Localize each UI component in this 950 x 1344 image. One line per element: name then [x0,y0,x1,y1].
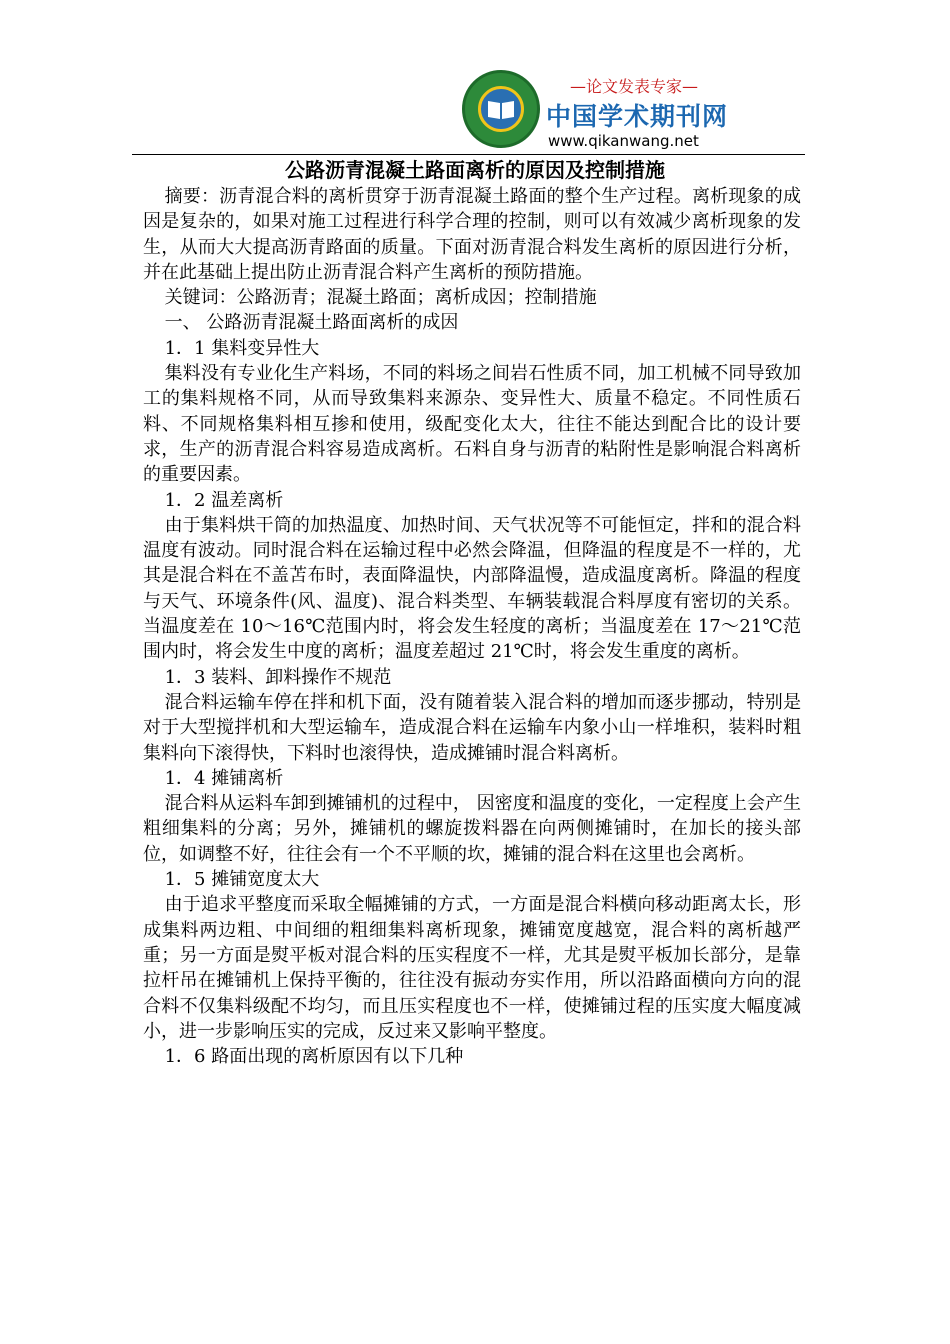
document-title: 公路沥青混凝土路面离析的原因及控制措施 [285,158,665,182]
subsection-heading: 1．1 集料变异性大 [164,337,320,359]
abstract-paragraph: 摘要：沥青混合料的离析贯穿于沥青混凝土路面的整个生产过程。离析现象的成因是复杂的，如果对施工过程进行科学合理的控制，则可以有效减少离析现象的发生，从而大大提高沥青路面的质量。下面对沥青混合料发生离析的原因进行分析，并在此基础上提出防止沥青混合料产生离析的预防措施。 [143,186,801,283]
subsection-heading: 1．5 摊铺宽度太大 [164,869,320,891]
subsection-heading: 1．6 路面出现的离析原因有以下几种 [164,1046,464,1068]
body-paragraph: 混合料从运料车卸到摊铺机的过程中， 因密度和温度的变化，一定程度上会产生粗细集料的分离；另外，摊铺机的螺旋拨料器在向两侧摊铺时，在加长的接头部位，如调整不好，往往会有一个不平顺的坎，摊铺的混合料在这里也会离析。 [143,793,801,865]
document-body [143,184,801,1069]
body-paragraph: 混合料运输车停在拌和机下面，没有随着装入混合料的增加而逐步挪动，特别是对于大型搅拌机和大型运输车，造成混合料在运输车内象小山一样堆积，装料时粗集料向下滚得快，下料时也滚得快，造成摊铺时混合料离析。 [143,691,801,764]
body-paragraph: 集料没有专业化生产料场，不同的料场之间岩石性质不同，加工机械不同导致加工的集料规格不同，从而导致集料来源杂、变异性大、质量不稳定。不同性质石料、不同规格集料相互掺和使用，级配变化太大，往往不能达到配合比的设计要求，生产的沥青混合料容易造成离析。石料自身与沥青的粘附性是影响混合料离析的重要因素。 [143,363,801,486]
header-divider [132,154,805,155]
body-paragraph: 由于集料烘干筒的加热温度、加热时间、天气状况等不可能恒定，拌和的混合料温度有波动。同时混合料在运输过程中必然会降温，但降温的程度是不一样的，尤其是混合料在不盖苫布时，表面降温快，内部降温慢，造成温度离析。降温的程度与天气、环境条件(风、温度)、混合料类型、车辆装载混合料厚度有密切的关系。当温度差在 10～16℃范围内时，将会发生轻度的离析；当温度差在 17～21℃范围内时，将会发生中度的离析；温度差超过 21℃时，将会发生重度的离析。 [143,514,801,663]
section-heading: 一、 公路沥青混凝土路面离析的成因 [164,312,459,334]
book-icon [486,97,516,121]
publisher-logo [462,70,729,155]
logo-url: www.qikanwang.net [548,132,699,150]
keywords-line: 关键词：公路沥青；混凝土路面；离析成因；控制措施 [164,287,597,309]
subsection-heading: 1．3 装料、卸料操作不规范 [164,666,392,688]
subsection-heading: 1．2 温差离析 [164,489,284,511]
logo-name: 中国学术期刊网 [546,102,729,131]
subsection-heading: 1．4 摊铺离析 [164,767,284,789]
body-paragraph: 由于追求平整度而采取全幅摊铺的方式，一方面是混合料横向移动距离太长，形成集料两边粗、中间细的粗细集料离析现象，摊铺宽度越宽，混合料的离析越严重；另一方面是熨平板对混合料的压实程度不一样，尤其是熨平板加长部分，是靠拉杆吊在摊铺机上保持平衡的，往往没有振动夯实作用，所以沿路面横向方向的混合料不仅集料级配不均匀，而且压实程度也不一样，使摊铺过程的压实度大幅度减小，进一步影响压实的完成，反过来又影响平整度。 [143,894,801,1042]
logo-slogan: —论文发表专家— [570,77,699,96]
seal-emblem [462,70,540,148]
